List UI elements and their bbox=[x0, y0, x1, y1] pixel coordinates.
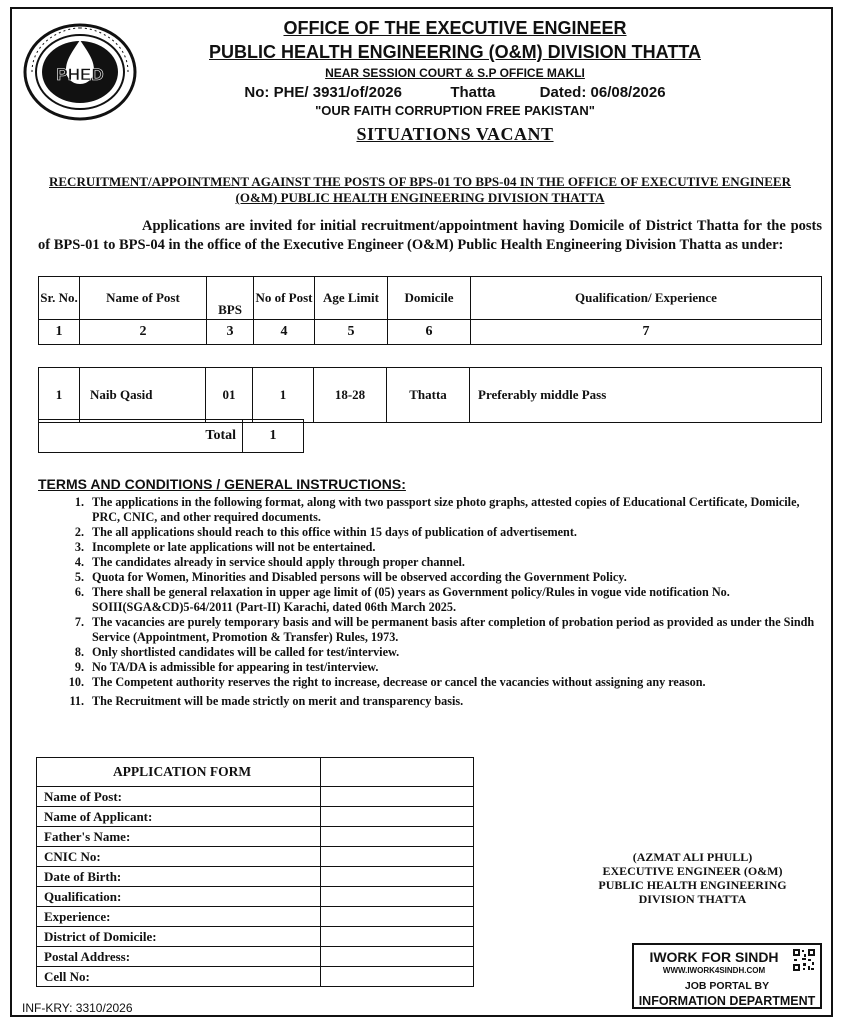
portal-i-glyph: Ɩ bbox=[649, 949, 654, 965]
posts-table bbox=[38, 367, 822, 423]
signatory-department: PUBLIC HEALTH ENGINEERING bbox=[598, 878, 787, 892]
motto: "OUR FAITH CORRUPTION FREE PAKISTAN" bbox=[315, 103, 595, 118]
form-value-cell[interactable] bbox=[321, 787, 474, 807]
form-label: Name of Post: bbox=[37, 787, 321, 807]
portal-label: JOB PORTAL BY bbox=[684, 980, 770, 992]
col-qualification: Qualification/ Experience bbox=[471, 277, 822, 320]
svg-text:PHED: PHED bbox=[56, 65, 104, 84]
form-value-cell[interactable] bbox=[321, 887, 474, 907]
division-title: PUBLIC HEALTH ENGINEERING (O&M) DIVISION THATTA bbox=[209, 42, 701, 62]
col-bps: BPS bbox=[207, 277, 254, 320]
list-item: 8. Only shortlisted candidates will be called for test/interview. bbox=[74, 645, 400, 659]
signatory-name: (AZMAT ALI PHULL) bbox=[632, 850, 753, 864]
list-item: 3. Incomplete or late applications will not be entertained. bbox=[74, 540, 376, 554]
form-value-cell[interactable] bbox=[321, 947, 474, 967]
portal-site: WWW.IWORK4SINDH.COM bbox=[662, 966, 766, 975]
form-value-cell[interactable] bbox=[321, 927, 474, 947]
application-form bbox=[36, 757, 474, 987]
list-item: 4. The candidates already in service should apply through proper channel. bbox=[74, 555, 465, 569]
terms-heading: TERMS AND CONDITIONS / GENERAL INSTRUCTIONS: bbox=[38, 476, 406, 492]
col-number: 1 bbox=[39, 320, 80, 345]
list-item: 6. There shall be general relaxation in upper age limit of (05) years as Government policy/Rules in vogue vide notification No. SOIII(SGA&CD)5-64/2011 (Part-II) Karachi, dated 06th March 2025. bbox=[74, 585, 730, 614]
col-number: 6 bbox=[388, 320, 471, 345]
form-value-cell[interactable] bbox=[321, 967, 474, 987]
table-row bbox=[39, 368, 822, 423]
cell-age: 18-28 bbox=[314, 368, 387, 423]
form-value-cell[interactable] bbox=[321, 907, 474, 927]
col-post: Name of Post bbox=[80, 277, 207, 320]
signatory-division: DIVISION THATTA bbox=[638, 892, 747, 906]
form-label: CNIC No: bbox=[37, 847, 321, 867]
terms-list bbox=[60, 495, 820, 709]
form-label: Father's Name: bbox=[37, 827, 321, 847]
office-address: NEAR SESSION COURT & S.P OFFICE MAKLI bbox=[325, 66, 585, 80]
list-item: 1. The applications in the following format, along with two passport size photo graphs, attested copies of Educational Certificate, Domicile, PRC, CNIC, and other required documents. bbox=[74, 495, 800, 524]
cell-qualification: Preferably middle Pass bbox=[470, 368, 822, 423]
col-age: Age Limit bbox=[315, 277, 388, 320]
cell-sr: 1 bbox=[39, 368, 80, 423]
form-value-cell[interactable] bbox=[321, 758, 474, 787]
col-number: 3 bbox=[207, 320, 254, 345]
col-sr: Sr. No. bbox=[39, 277, 80, 320]
list-item: 9. No TA/DA is admissible for appearing in test/interview. bbox=[74, 660, 379, 674]
form-label: District of Domicile: bbox=[37, 927, 321, 947]
form-label: Name of Applicant: bbox=[37, 807, 321, 827]
subject-line: RECRUITMENT/APPOINTMENT AGAINST THE POSTS OF BPS-01 TO BPS-04 IN THE OFFICE OF EXECUTIVE ENGINEER (O&M) PUBLIC HEALTH ENGINEERING DIVISION THATTA bbox=[49, 174, 791, 205]
form-value-cell[interactable] bbox=[321, 807, 474, 827]
list-item: 7. The vacancies are purely temporary basis and will be permanent basis after completion of probation period as provided as under the Sindh Service (Appointment, Promotion & Transfer) Rules, 1973. bbox=[74, 615, 815, 644]
list-item: 2. The all applications should reach to this office within 15 days of publication of advertisement. bbox=[74, 525, 577, 539]
list-item: 11. The Recruitment will be made strictly on merit and transparency basis. bbox=[69, 694, 464, 708]
situations-vacant-heading: SITUATIONS VACANT bbox=[356, 124, 554, 144]
intro-text: Applications are invited for initial recruitment/appointment having Domicile of District Thatta for the posts of BPS-01 to BPS-04 in the office of the Executive Engineer (O&M) Public Health Engineering Division Thatta as under: bbox=[38, 218, 822, 253]
signatory-designation: EXECUTIVE ENGINEER (O&M) bbox=[602, 864, 783, 878]
list-item: 5. Quota for Women, Minorities and Disabled persons will be observed according the Government Policy. bbox=[74, 570, 627, 584]
cell-count: 1 bbox=[253, 368, 314, 423]
cell-bps: 01 bbox=[206, 368, 253, 423]
intro-paragraph bbox=[38, 217, 822, 255]
total-label: Total bbox=[39, 420, 243, 453]
col-count: No of Post bbox=[254, 277, 315, 320]
reference-line bbox=[150, 84, 760, 101]
col-number: 5 bbox=[315, 320, 388, 345]
form-label: Experience: bbox=[37, 907, 321, 927]
form-value-cell[interactable] bbox=[321, 867, 474, 887]
posts-header-table bbox=[38, 276, 822, 345]
form-label: Cell No: bbox=[37, 967, 321, 987]
inf-kry-number: INF-KRY: 3310/2026 bbox=[22, 1001, 133, 1015]
col-number: 7 bbox=[471, 320, 822, 345]
office-title: OFFICE OF THE EXECUTIVE ENGINEER bbox=[283, 18, 627, 38]
form-label: Qualification: bbox=[37, 887, 321, 907]
portal-department: INFORMATION DEPARTMENT bbox=[638, 994, 816, 1008]
reference-date: Dated: 06/08/2026 bbox=[539, 84, 666, 101]
form-value-cell[interactable] bbox=[321, 827, 474, 847]
signature-block bbox=[560, 850, 825, 906]
col-number: 4 bbox=[254, 320, 315, 345]
cell-domicile: Thatta bbox=[387, 368, 470, 423]
total-value: 1 bbox=[243, 420, 304, 453]
phed-logo bbox=[22, 22, 138, 122]
list-item: 10. The Competent authority reserves the right to increase, decrease or cancel the vacancies without assigning any reason. bbox=[68, 675, 706, 689]
form-label: Postal Address: bbox=[37, 947, 321, 967]
cell-post: Naib Qasid bbox=[80, 368, 206, 423]
reference-city: Thatta bbox=[450, 84, 496, 101]
reference-number: No: PHE/ 3931/of/2026 bbox=[244, 84, 402, 101]
form-title: APPLICATION FORM bbox=[37, 758, 321, 787]
portal-brand: ƖWORK FOR SINDH bbox=[649, 949, 779, 965]
total-table bbox=[38, 419, 304, 453]
col-domicile: Domicile bbox=[388, 277, 471, 320]
col-number: 2 bbox=[80, 320, 207, 345]
qr-code-icon bbox=[792, 948, 816, 972]
form-label: Date of Birth: bbox=[37, 867, 321, 887]
form-value-cell[interactable] bbox=[321, 847, 474, 867]
job-portal-box bbox=[632, 943, 822, 1009]
